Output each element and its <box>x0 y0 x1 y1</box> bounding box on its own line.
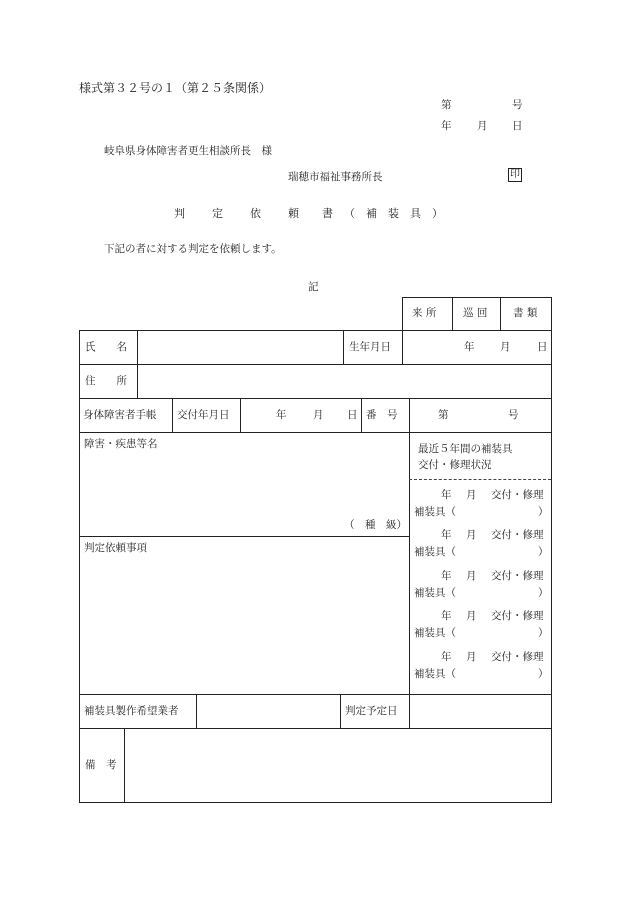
name-label: 氏 名 <box>85 341 127 353</box>
entry-year: 年 <box>441 529 452 541</box>
heading-char: 補 <box>366 207 377 220</box>
seal-mark: 印 <box>510 169 520 180</box>
entry-device: 補装具（ <box>414 587 456 599</box>
birth-date-label: 生年月日 <box>349 341 391 353</box>
issue-day-label: 日 <box>347 409 358 421</box>
entry-status: 交付・修理 <box>491 529 544 541</box>
entry-device-close: ） <box>538 668 549 680</box>
birth-day-label: 日 <box>537 341 548 353</box>
recent-devices-subtitle: 交付・修理状況 <box>418 459 492 471</box>
sender: 瑞穂市福祉事務所長 <box>288 171 383 183</box>
entry-device: 補装具（ <box>414 627 456 639</box>
number-suffix: 号 <box>508 409 519 421</box>
heading-char: 依 <box>250 207 261 220</box>
number-label: 番 号 <box>366 409 398 421</box>
entry-device: 補装具（ <box>414 546 456 558</box>
birth-year-label: 年 <box>464 341 475 353</box>
entry-year: 年 <box>441 610 452 622</box>
document-number-suffix: 号 <box>512 99 523 111</box>
heading-char: （ <box>344 207 355 220</box>
entry-device-close: ） <box>538 587 549 599</box>
request-items-label: 判定依頼事項 <box>84 542 147 554</box>
planned-date-label: 判定予定日 <box>345 705 398 717</box>
birth-month-label: 月 <box>500 341 511 353</box>
entry-device-close: ） <box>538 546 549 558</box>
entry-month: 月 <box>466 651 477 663</box>
handbook-label: 身体障害者手帳 <box>83 409 157 421</box>
entry-year: 年 <box>441 489 452 501</box>
entry-status: 交付・修理 <box>491 610 544 622</box>
number-prefix: 第 <box>438 409 449 421</box>
entry-status: 交付・修理 <box>491 570 544 582</box>
heading-char: 頼 <box>288 207 299 220</box>
heading-char: 定 <box>212 207 223 220</box>
visit-type-tour: 巡 回 <box>463 307 488 319</box>
entry-month: 月 <box>466 489 477 501</box>
date-month-label: 月 <box>477 120 488 132</box>
disability-label: 障害・疾患等名 <box>84 438 158 450</box>
entry-status: 交付・修理 <box>491 489 544 501</box>
visit-type-documents: 書 類 <box>513 307 538 319</box>
form-title: 様式第３２号の１（第２５条関係） <box>79 81 272 95</box>
entry-month: 月 <box>466 529 477 541</box>
heading-char: ） <box>432 207 443 220</box>
grade-label: （ 種 級） <box>344 519 407 531</box>
heading-char: 具 <box>410 207 421 220</box>
issue-year-label: 年 <box>276 409 287 421</box>
entry-device: 補装具（ <box>414 668 456 680</box>
document-number-label: 第 <box>441 99 452 111</box>
entry-month: 月 <box>466 570 477 582</box>
ki-mark: 記 <box>308 281 319 293</box>
date-day-label: 日 <box>512 120 523 132</box>
heading-char: 書 <box>322 207 333 220</box>
issue-month-label: 月 <box>313 409 324 421</box>
recipient: 岐阜県身体障害者更生相談所長 様 <box>104 145 272 157</box>
entry-year: 年 <box>441 570 452 582</box>
remarks-label: 備 考 <box>85 759 117 771</box>
date-year-label: 年 <box>441 120 452 132</box>
maker-label: 補装具製作希望業者 <box>84 705 179 717</box>
entry-status: 交付・修理 <box>491 651 544 663</box>
address-label: 住 所 <box>85 375 127 387</box>
entry-device-close: ） <box>538 627 549 639</box>
entry-device-close: ） <box>538 506 549 518</box>
entry-month: 月 <box>466 610 477 622</box>
heading-char: 判 <box>174 207 185 220</box>
issue-date-label: 交付年月日 <box>177 409 230 421</box>
heading-char: 装 <box>388 207 399 220</box>
entry-year: 年 <box>441 651 452 663</box>
intro-text: 下記の者に対する判定を依頼します。 <box>104 243 282 255</box>
recent-devices-title: 最近５年間の補装具 <box>418 443 513 455</box>
visit-type-office: 来 所 <box>412 307 437 319</box>
entry-device: 補装具（ <box>414 506 456 518</box>
